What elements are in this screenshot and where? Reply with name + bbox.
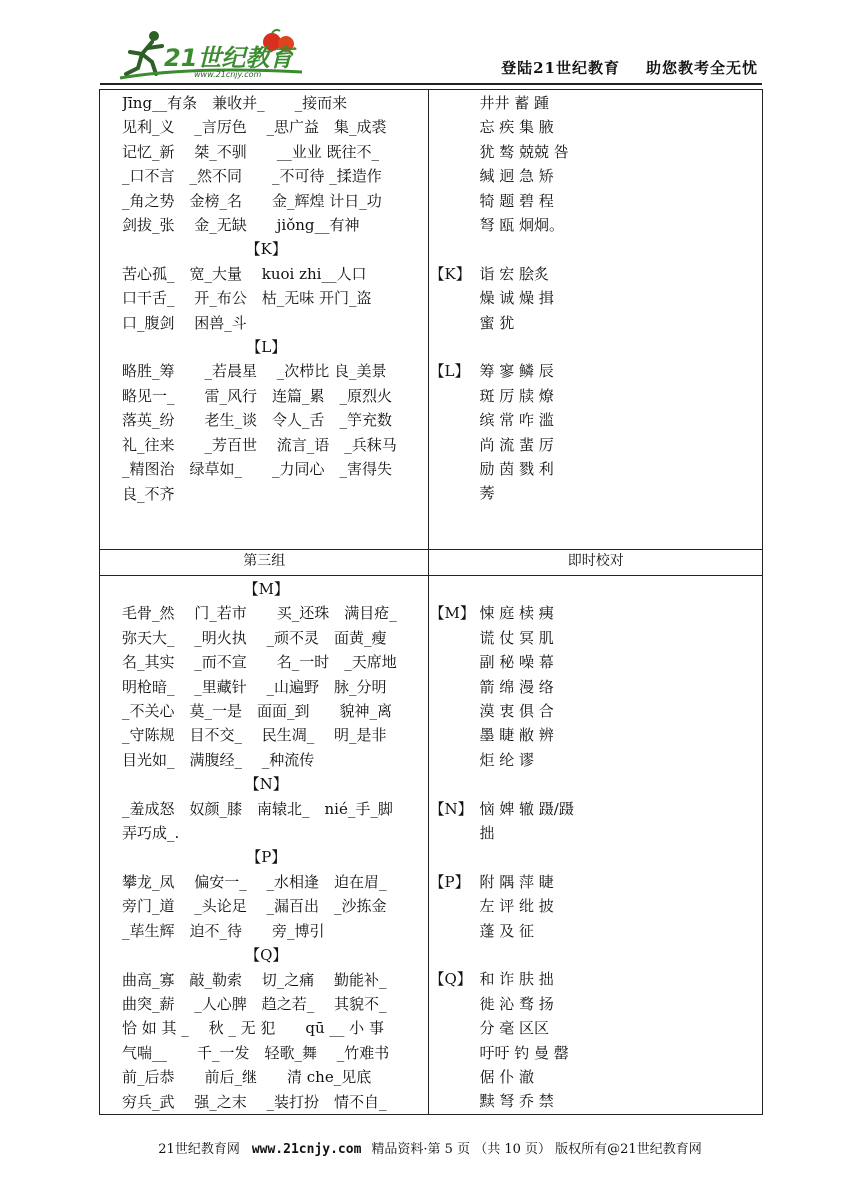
table-row <box>100 576 763 1115</box>
answer-line: 徙 沁 骛 扬 <box>479 994 554 1013</box>
footer-site-link[interactable]: www.21cnjy.com <box>251 1142 362 1157</box>
exercise-line: 记忆_新 桀_不驯 __业业 既往不_ <box>122 142 380 161</box>
exercise-line: _羞成怒 奴颜_膝 南辕北_ nié_手_脚 <box>122 799 393 818</box>
header-divider <box>100 83 762 85</box>
exercise-line: _不关心 莫_一是 面面_到 貌神_离 <box>122 702 393 721</box>
answer-line-p <box>429 870 756 894</box>
answer-line: 缄 迥 急 矫 <box>479 167 554 186</box>
answer-line: 井井 蓄 踵 <box>479 94 550 112</box>
section-heading-p: 【P】 <box>246 848 287 867</box>
exercise-cell-mnpq <box>100 576 429 1115</box>
table-row <box>100 90 763 550</box>
answer-line: 励 茵 戮 利 <box>479 460 554 479</box>
answer-line: 犄 题 碧 程 <box>479 191 554 210</box>
exercise-line: 落英_纷 老生_谈 令人_舌 _竽充数 <box>122 411 393 430</box>
section-heading-k: 【K】 <box>245 240 287 259</box>
answer-line: 尚 流 蜚 厉 <box>479 435 554 454</box>
answer-line: 左 评 纰 披 <box>479 897 554 916</box>
exercise-line: 恰 如 其 _ 秋 _ 无 犯 qū __ 小 事 <box>122 1019 384 1038</box>
exercise-line: 苦心孤_ 宽_大量 kuoi zhi__人口 <box>122 264 367 283</box>
answer-line: 燥 诚 燥 揖 <box>479 289 554 308</box>
answer-line: 拙 <box>479 824 495 843</box>
answer-text: 附 隅 萍 睫 <box>479 872 554 891</box>
footer-site-name: 21世纪教育网 <box>158 1142 240 1157</box>
exercise-line: _角之势 金榜_名 金_辉煌 计日_功 <box>122 191 382 210</box>
answer-tag-k: 【K】 <box>429 264 471 283</box>
answer-tag-m: 【M】 <box>429 604 475 623</box>
answer-text: 悚 庭 椟 痍 <box>479 604 554 623</box>
exercise-line: 前_后恭 前后_继 清 che_见底 <box>122 1068 372 1087</box>
idiom-table <box>99 89 763 1115</box>
exercise-line: 目光如_ 满腹经_ _种流传 <box>122 750 315 769</box>
page-header <box>100 0 762 86</box>
answer-line-l <box>429 359 756 383</box>
slogan-help: 助您教考全无忧 <box>645 59 758 77</box>
answer-line: 谎 仗 冥 肌 <box>479 628 554 647</box>
answer-text: 和 诈 肤 拙 <box>479 970 554 989</box>
check-title: 即时校对 <box>429 550 763 576</box>
answer-line: 墨 睫 敝 辨 <box>479 726 554 745</box>
exercise-line: Jīng__有条 兼收并_ _接而来 <box>122 94 348 112</box>
section-heading-q: 【Q】 <box>245 946 288 965</box>
answer-line: 忘 疾 集 腋 <box>479 118 554 137</box>
answer-line: 莠 <box>479 484 495 503</box>
exercise-line: 穷兵_武 强_之末 _装打扮 情不自_ <box>122 1092 387 1111</box>
answer-line: 倨 仆 澈 <box>479 1068 535 1087</box>
table-header-row <box>100 550 763 576</box>
exercise-line: 弥天大_ _明火执 _顽不灵 面黄_瘦 <box>122 628 387 647</box>
page-footer <box>0 1138 860 1157</box>
exercise-line: 口干舌_ 开_布公 枯_无味 开门_盗 <box>122 289 372 308</box>
exercise-line: 见利_义 _言厉色 _思广益 集_成裘 <box>122 118 387 137</box>
answer-line: 漠 衷 俱 合 <box>479 702 554 721</box>
exercise-line: _守陈规 目不交_ 民生凋_ 明_是非 <box>122 726 387 745</box>
slogan-login[interactable]: 登陆21世纪教育 <box>501 59 620 77</box>
exercise-line: 曲高_寡 敲_勒索 切_之痛 勤能补_ <box>122 970 387 989</box>
answer-text: 恼 婢 辙 蹑/蹑 <box>479 799 574 818</box>
exercise-line: 明枪暗_ _里藏针 _山遍野 脉_分明 <box>122 677 387 696</box>
exercise-line: 略见一_ 雷_风行 连篇_累 _原烈火 <box>122 386 393 405</box>
answer-cell-mnpq <box>429 576 763 1115</box>
logo-graphic <box>112 28 312 83</box>
answer-text: 诣 宏 脍炙 <box>479 264 550 283</box>
exercise-line: _精图治 绿草如_ _力同心 _害得失 <box>122 460 393 479</box>
exercise-line: 旁门_道 _头论足 _漏百出 _沙拣金 <box>122 897 387 916</box>
answer-line: 吁吁 钓 曼 罄 <box>479 1043 569 1062</box>
group-title: 第三组 <box>100 550 429 576</box>
answer-cell-jkl <box>429 90 763 550</box>
exercise-line: 弄巧成_. <box>122 824 180 843</box>
answer-line-q <box>429 967 756 991</box>
exercise-line: 良_不齐 <box>122 484 175 503</box>
answer-line: 副 秘 噪 幕 <box>479 653 554 672</box>
answer-text: 筹 寥 鳞 辰 <box>479 362 554 381</box>
answer-line: 弩 瓯 炯炯。 <box>479 216 565 235</box>
footer-page-info: 精品资料·第 5 页 （共 10 页） 版权所有@21世纪教育网 <box>371 1142 702 1157</box>
exercise-line: 气喘__ 千_一发 轻歌_舞 _竹难书 <box>122 1043 390 1062</box>
exercise-line: 曲突_薪 _人心脾 趋之若_ 其貌不_ <box>122 994 387 1013</box>
exercise-line: 礼_往来 _芳百世 流言_语 _兵秣马 <box>122 435 397 454</box>
answer-line: 炬 纶 谬 <box>479 750 535 769</box>
header-slogan <box>501 57 758 78</box>
exercise-line: 略胜_筹 _若晨星 _次栉比 良_美景 <box>122 362 387 381</box>
answer-line: 犹 骜 兢兢 咎 <box>479 142 569 161</box>
exercise-cell-jkl <box>100 90 429 550</box>
site-logo[interactable] <box>112 28 312 83</box>
exercise-line: 攀龙_凤 偏安一_ _水相逢 迫在眉_ <box>122 872 387 891</box>
exercise-line: 毛骨_然 门_若市 买_还珠 满目疮_ <box>122 604 397 623</box>
answer-line-n <box>429 797 756 821</box>
logo-text: 21世纪教育 <box>164 44 294 72</box>
exercise-line: _口不言 _然不同 _不可待 _揉造作 <box>122 167 382 186</box>
answer-line: 黩 弩 乔 禁 <box>479 1092 554 1111</box>
exercise-line: 剑拔_张 金_无缺 jiǒng__有神 <box>122 216 360 235</box>
exercise-line: _荜生辉 迫不_待 旁_博引 <box>122 921 325 940</box>
exercise-line: 口_腹剑 困兽_斗 <box>122 313 247 332</box>
answer-line: 蓬 及 征 <box>479 921 535 940</box>
section-heading-n: 【N】 <box>244 775 288 794</box>
answer-line: 斑 厉 牍 燎 <box>479 386 554 405</box>
logo-url: www.21cnjy.com <box>194 70 262 79</box>
answer-tag-l: 【L】 <box>429 362 470 381</box>
answer-line: 分 毫 区区 <box>479 1019 550 1038</box>
answer-line-m <box>429 601 756 625</box>
answer-tag-p: 【P】 <box>429 872 470 891</box>
section-heading-l: 【L】 <box>246 338 287 357</box>
section-heading-m: 【M】 <box>243 580 289 598</box>
answer-tag-q: 【Q】 <box>429 970 472 989</box>
answer-line-k <box>429 262 756 286</box>
answer-line: 缤 常 咋 滥 <box>479 411 554 430</box>
answer-line: 蜜 犹 <box>479 313 515 332</box>
exercise-line: 名_其实 _而不宣 名_一时 _天席地 <box>122 653 397 672</box>
answer-line: 箭 绵 漫 络 <box>479 677 554 696</box>
answer-tag-n: 【N】 <box>429 799 473 818</box>
